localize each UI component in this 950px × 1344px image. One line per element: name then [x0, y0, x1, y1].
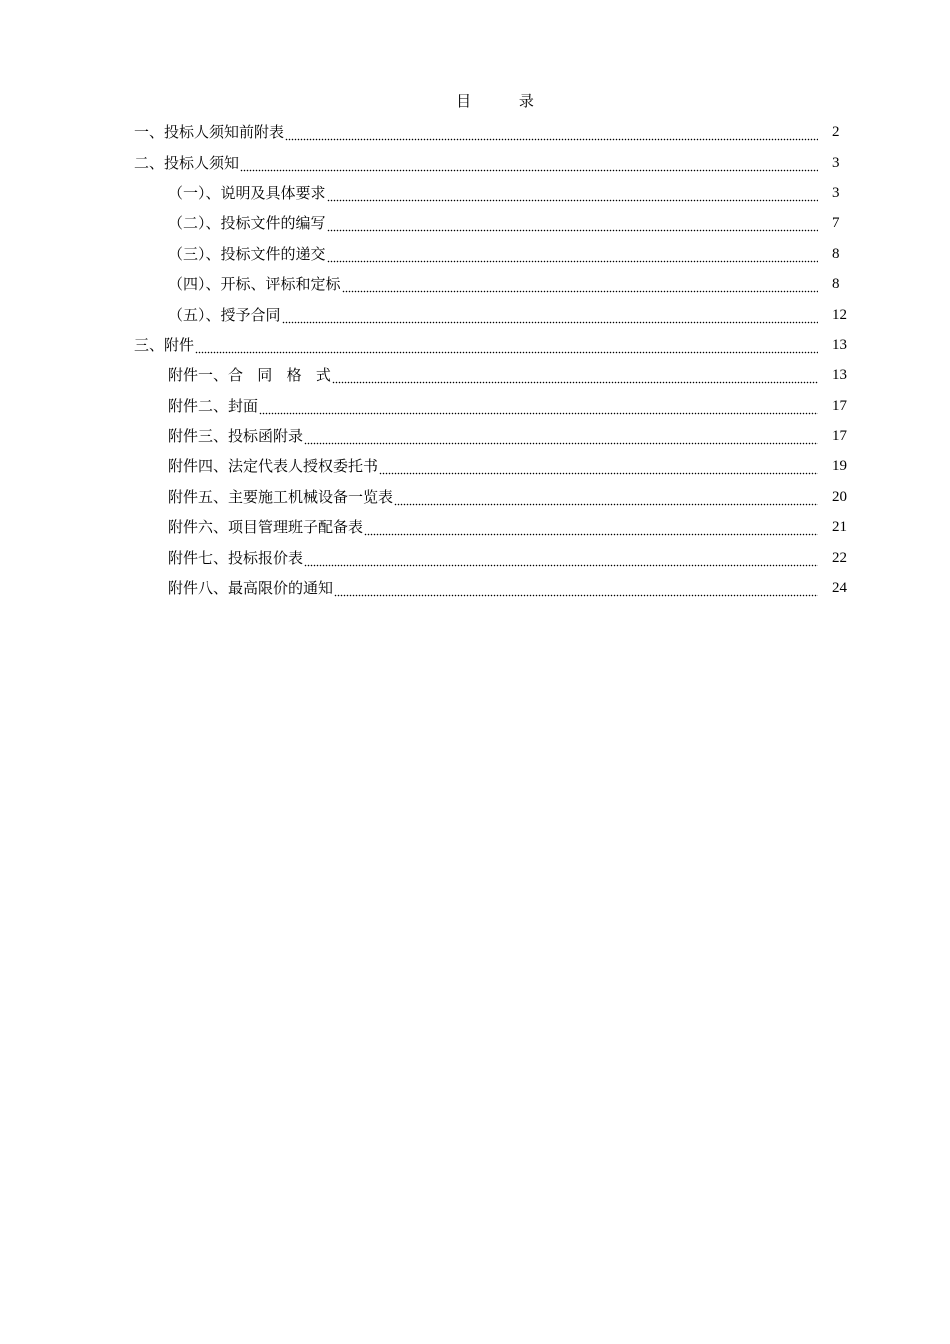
toc-entry[interactable]: [134, 299, 854, 329]
toc-entry-label: 附件七、投标报价表: [168, 548, 304, 567]
toc-entry-label: 附件四、法定代表人授权委托书: [168, 457, 379, 476]
dot-leader: [195, 330, 818, 360]
toc-entry-label: （二）、投标文件的编写: [168, 214, 326, 233]
toc-entry[interactable]: [134, 542, 854, 572]
dot-leader: [327, 208, 818, 238]
dot-leader: [332, 360, 818, 390]
dot-leader: [259, 391, 818, 421]
toc-entry-page: 3: [832, 154, 840, 171]
toc-entry-page: 8: [832, 245, 840, 262]
toc-entry-label: （一）、说明及具体要求: [168, 183, 326, 202]
toc-entry-page: 8: [832, 276, 840, 293]
toc-list: [134, 117, 854, 603]
dot-leader: [327, 178, 818, 208]
toc-entry-page: 19: [832, 458, 847, 475]
toc-entry[interactable]: [134, 421, 854, 451]
toc-entry-label: 附件八、最高限价的通知: [168, 579, 334, 598]
toc-entry-page: 17: [832, 397, 847, 414]
toc-entry-page: 2: [832, 124, 840, 141]
toc-entry[interactable]: [134, 269, 854, 299]
toc-entry[interactable]: [134, 330, 854, 360]
toc-entry-label: 三、附件: [134, 335, 195, 354]
toc-entry[interactable]: [134, 391, 854, 421]
dot-leader: [282, 300, 818, 330]
toc-entry[interactable]: [134, 482, 854, 512]
toc-entry[interactable]: [134, 208, 854, 238]
dot-leader: [334, 573, 818, 603]
toc-entry-page: 17: [832, 428, 847, 445]
toc-entry-label: （四）、开标、评标和定标: [168, 275, 341, 294]
dot-leader: [394, 482, 818, 512]
toc-entry-page: 12: [832, 306, 847, 323]
toc-entry[interactable]: [134, 147, 854, 177]
toc-entry[interactable]: [134, 512, 854, 542]
toc-entry-page: 24: [832, 580, 847, 597]
toc-entry[interactable]: [134, 360, 854, 390]
dot-leader: [304, 543, 818, 573]
toc-entry-page: 20: [832, 488, 847, 505]
toc-entry-page: 13: [832, 336, 847, 353]
toc-entry[interactable]: [134, 239, 854, 269]
toc-entry[interactable]: [134, 178, 854, 208]
toc-entry-page: 21: [832, 519, 847, 536]
dot-leader: [342, 269, 818, 299]
toc-entry-label: 附件一、合 同 格 式: [168, 366, 331, 385]
toc-entry[interactable]: [134, 451, 854, 481]
dot-leader: [304, 421, 818, 451]
dot-leader: [364, 512, 818, 542]
toc-entry[interactable]: [134, 573, 854, 603]
toc-entry-page: 22: [832, 549, 847, 566]
toc-entry-label: 附件二、封面: [168, 396, 259, 415]
toc-entry-page: 7: [832, 215, 840, 232]
toc-entry-label: 二、投标人须知: [134, 153, 240, 172]
dot-leader: [285, 117, 818, 147]
toc-entry-page: 13: [832, 367, 847, 384]
dot-leader: [240, 148, 818, 178]
toc-entry-label: 附件三、投标函附录: [168, 427, 304, 446]
toc-entry[interactable]: [134, 117, 854, 147]
toc-entry-label: 附件五、主要施工机械设备一览表: [168, 487, 394, 506]
toc-entry-page: 3: [832, 184, 840, 201]
toc-entry-label: 一、投标人须知前附表: [134, 123, 285, 142]
toc-entry-label: （五）、授予合同: [168, 305, 281, 324]
dot-leader: [379, 451, 818, 481]
toc-entry-label: 附件六、项目管理班子配备表: [168, 518, 364, 537]
dot-leader: [327, 239, 818, 269]
toc-title: 目 录: [456, 92, 534, 110]
toc-entry-label: （三）、投标文件的递交: [168, 244, 326, 263]
